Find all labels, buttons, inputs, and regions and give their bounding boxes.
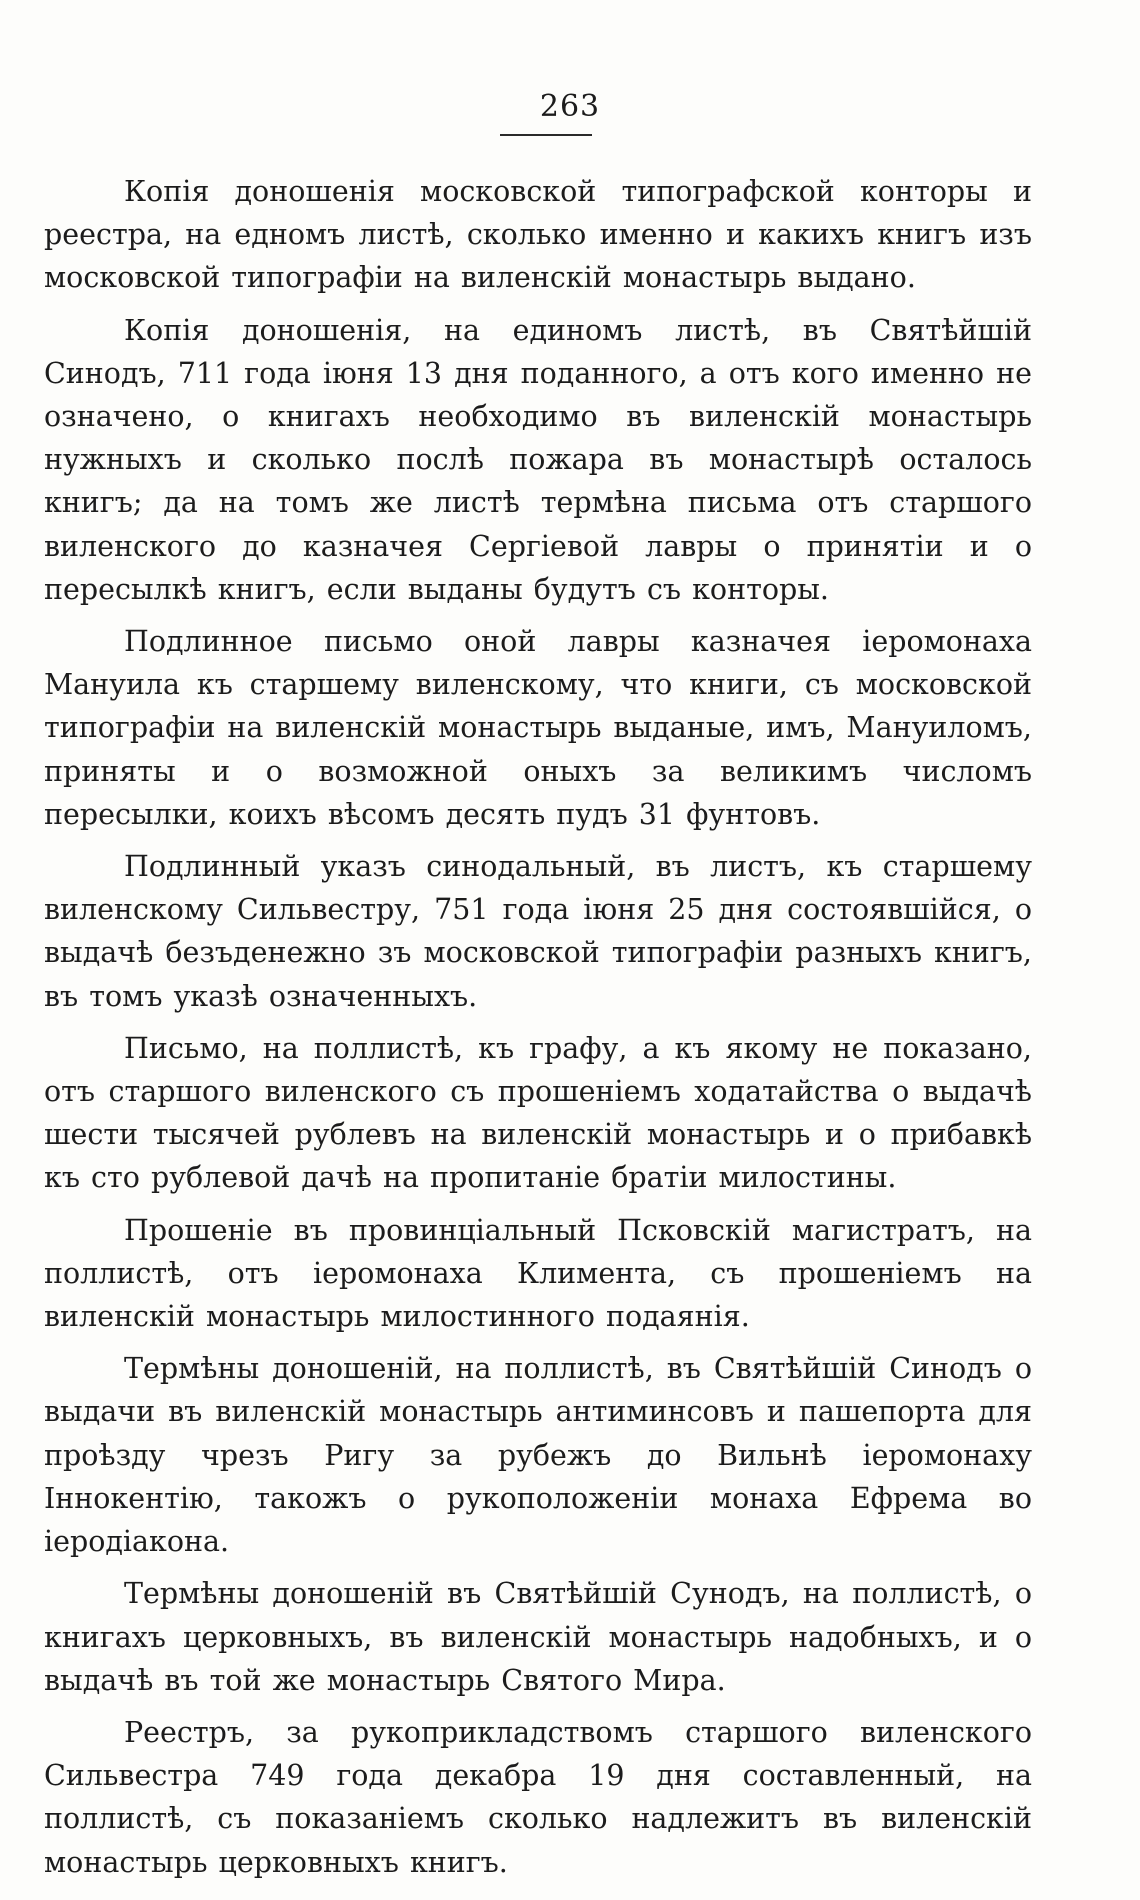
paragraph-6: Прошеніе въ провинціальный Псковскій магистратъ, на поллистѣ, отъ іеромонаха Климента, съ прошеніемъ на виленскій монастырь милостинного подаянія. bbox=[44, 1213, 1032, 1334]
paragraph-2: Копія доношенія, на единомъ листѣ, въ Святѣйшій Синодъ, 711 года іюня 13 дня поданного, а отъ кого именно не означено, о книгахъ необходимо въ виленскій монастырь нужныхъ и сколько послѣ пожара въ монастырѣ осталось книгъ; да на томъ же листѣ термѣна письма отъ старшого виленского до казначея Сергіевой лавры о принятіи и о пересылкѣ книгъ, если выданы будутъ съ конторы. bbox=[44, 313, 1032, 606]
paragraph-4: Подлинный указъ синодальный, въ листъ, къ старшему виленскому Сильвестру, 751 года іюня 25 дня состоявшійся, о выдачѣ безъденежно зъ московской типографіи разныхъ книгъ, въ томъ указѣ означенныхъ. bbox=[44, 850, 1032, 1013]
paragraph-3: Подлинное письмо оной лавры казначея іеромонаха Мануила къ старшему виленскому, что книги, съ московской типографіи на виленскій монастырь выданые, имъ, Мануиломъ, приняты и о возможной оныхъ за великимъ числомъ пересылки, коихъ вѣсомъ десять пудъ 31 фунтовъ. bbox=[44, 625, 1032, 831]
paragraph-5: Письмо, на поллистѣ, къ графу, а къ якому не показано, отъ старшого виленского съ прошеніемъ ходатайства о выдачѣ шести тысячей рублевъ на виленскій монастырь и о прибавкѣ къ сто рублевой дачѣ на пропитаніе братіи милостины. bbox=[44, 1031, 1032, 1195]
document-body bbox=[44, 170, 1032, 1893]
paragraph-9: Реестръ, за рукоприкладствомъ старшого виленского Сильвестра 749 года декабра 19 дня составленный, на поллистѣ, съ показаніемъ сколько надлежитъ въ виленскій монастырь церковныхъ книгъ. bbox=[44, 1715, 1032, 1879]
paragraph-8: Термѣны доношеній въ Святѣйшій Сунодъ, на поллистѣ, о книгахъ церковныхъ, въ виленскій монастырь надобныхъ, и о выдачѣ въ той же монастырь Святого Мира. bbox=[44, 1577, 1032, 1697]
paragraph-7: Термѣны доношеній, на поллистѣ, въ Святѣйшій Синодъ о выдачи въ виленскій монастырь антиминсовъ и пашепорта для проѣзду чрезъ Ригу за рубежъ до Вильнѣ іеромонаху Іннокентію, такожъ о рукоположеніи монаха Ефрема во іеродіакона. bbox=[44, 1352, 1032, 1559]
paragraph-1: Копія доношенія московской типографской конторы и реестра, на едномъ листѣ, сколько именно и какихъ книгъ изъ московской типографіи на виленскій монастырь выдано. bbox=[44, 175, 1032, 295]
page-number: 263 bbox=[539, 89, 601, 124]
page-number-underline bbox=[500, 134, 592, 136]
